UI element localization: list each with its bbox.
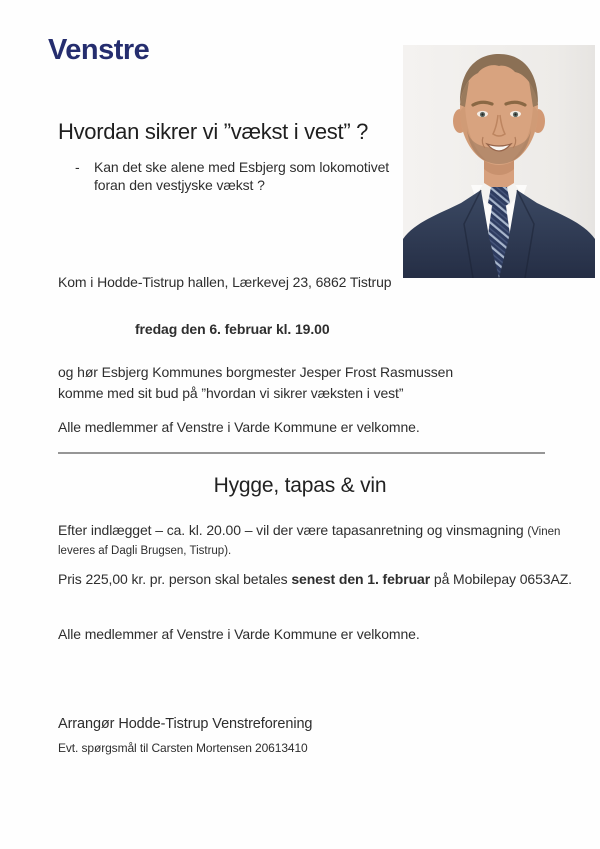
datetime-line: fredag den 6. februar kl. 19.00 [135, 321, 330, 337]
price-deadline: senest den 1. februar [291, 571, 431, 587]
headline: Hvordan sikrer vi ”vækst i vest” ? [58, 119, 369, 144]
welcome-line-2: Alle medlemmer af Venstre i Varde Kommune er velkomne. [58, 626, 420, 642]
tapas-line-2: leveres af Dagli Brugsen, Tistrup). [58, 545, 232, 557]
bullet-item [75, 158, 389, 194]
speaker-paragraph: og hør Esbjerg Kommunes borgmester Jesper Frost Rasmussen komme med sit bud på ”hvordan vi sikrer væksten i vest” [58, 364, 454, 401]
bullet-dash: - [75, 159, 80, 175]
location-line: Kom i Hodde-Tistrup hallen, Lærkevej 23, 6862 Tistrup [58, 274, 392, 290]
tapas-line-1: Efter indlægget – ca. kl. 20.00 – vil der være tapasanretning og vinsmagning (Vinen [58, 522, 561, 538]
bullet-text: Kan det ske alene med Esbjerg som lokomotivet foran den vestjyske vækst ? [94, 159, 390, 193]
venstre-logo: Venstre [48, 34, 150, 66]
organizer-line: Arrangør Hodde-Tistrup Venstreforening [58, 716, 313, 732]
section-divider [58, 452, 545, 454]
price-line: Pris 225,00 kr. pr. person skal betales senest den 1. februar på Mobilepay 0653AZ. [58, 571, 572, 587]
portrait-illustration [403, 45, 595, 278]
section-title: Hygge, tapas & vin [213, 474, 387, 497]
welcome-line-1: Alle medlemmer af Venstre i Varde Kommune er velkomne. [58, 419, 420, 435]
contact-line: Evt. spørgsmål til Carsten Mortensen 20613410 [58, 741, 308, 755]
portrait-photo [403, 45, 595, 278]
tapas-paragraph [58, 521, 560, 561]
